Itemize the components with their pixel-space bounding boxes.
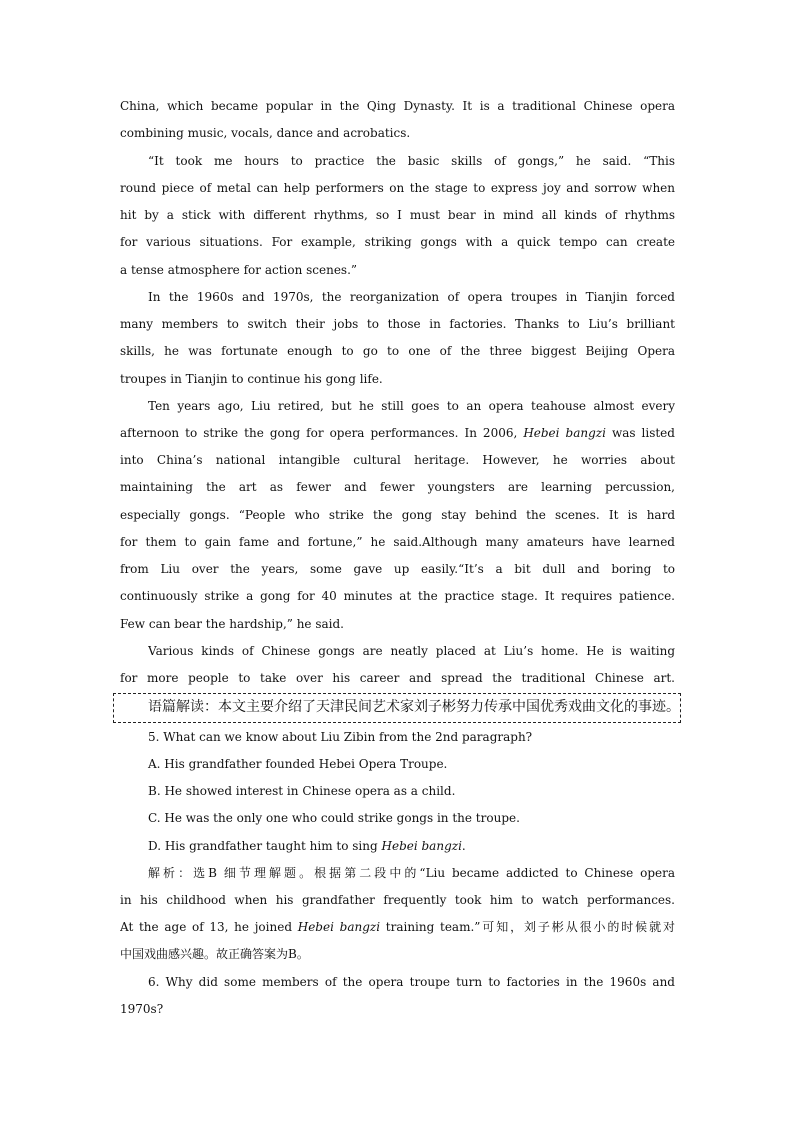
- passage-line: hit by a stick with different rhythms, so I must bear in mind all kinds of rhythms: [120, 208, 675, 222]
- passage-line: combining music, vocals, dance and acrobatics.: [120, 126, 411, 140]
- passage-line: skills, he was fortunate enough to go to one of the three biggest Beijing Opera: [120, 344, 675, 358]
- answer-option-c: C. He was the only one who could strike gongs in the troupe.: [148, 811, 520, 825]
- passage-line: into China’s national intangible cultural heritage. However, he worries about: [120, 453, 675, 467]
- answer-option-b: B. He showed interest in Chinese opera as a child.: [148, 784, 456, 798]
- passage-line: “It took me hours to practice the basic skills of gongs,” he said. “This: [148, 154, 675, 168]
- passage-line: Various kinds of Chinese gongs are neatly placed at Liu’s home. He is waiting: [148, 644, 675, 658]
- question-stem-continued: 1970s?: [120, 1002, 164, 1016]
- analysis-line: 中国戏曲感兴趣。故正确答案为B。: [120, 947, 309, 961]
- passage-line: China, which became popular in the Qing Dynasty. It is a traditional Chinese opera: [120, 99, 675, 113]
- question-stem: 5. What can we know about Liu Zibin from the 2nd paragraph?: [148, 730, 533, 744]
- passage-line: for more people to take over his career and spread the traditional Chinese art.: [120, 671, 675, 685]
- passage-line: for them to gain fame and fortune,” he said.Although many amateurs have learned: [120, 535, 675, 549]
- passage-line: round piece of metal can help performers on the stage to express joy and sorrow when: [120, 181, 675, 195]
- question-stem: 6. Why did some members of the opera troupe turn to factories in the 1960s and: [148, 975, 675, 989]
- passage-line: Ten years ago, Liu retired, but he still goes to an opera teahouse almost every: [148, 399, 675, 413]
- passage-line: In the 1960s and 1970s, the reorganization of opera troupes in Tianjin forced: [148, 290, 675, 304]
- italic-term: Hebei bangzi: [523, 426, 606, 440]
- answer-option-a: A. His grandfather founded Hebei Opera Troupe.: [148, 757, 448, 771]
- passage-line: for various situations. For example, striking gongs with a quick tempo can create: [120, 235, 675, 249]
- passage-line: afternoon to strike the gong for opera performances. In 2006, Hebei bangzi was listed: [120, 426, 675, 440]
- passage-line: maintaining the art as fewer and fewer youngsters are learning percussion,: [120, 480, 675, 494]
- analysis-line: At the age of 13, he joined Hebei bangzi training team.”可知，刘子彬从很小的时候就对: [120, 920, 675, 934]
- passage-line: from Liu over the years, some gave up easily.“It’s a bit dull and boring to: [120, 562, 675, 576]
- passage-line: many members to switch their jobs to those in factories. Thanks to Liu’s brilliant: [120, 317, 675, 331]
- italic-term: Hebei bangzi: [297, 920, 381, 934]
- passage-line: continuously strike a gong for 40 minutes at the practice stage. It requires patience.: [120, 589, 675, 603]
- passage-summary: 语篇解读：本文主要介绍了天津民间艺术家刘子彬努力传承中国优秀戏曲文化的事迹。: [148, 699, 680, 715]
- passage-line: Few can bear the hardship,” he said.: [120, 617, 344, 631]
- analysis-line: in his childhood when his grandfather frequently took him to watch performances.: [120, 893, 675, 907]
- passage-line: a tense atmosphere for action scenes.”: [120, 263, 358, 277]
- analysis-line: 解析：选B 细节理解题。根据第二段中的“Liu became addicted to Chinese opera: [148, 866, 675, 880]
- passage-line: especially gongs. “People who strike the gong stay behind the scenes. It is hard: [120, 508, 675, 522]
- italic-term: Hebei bangzi: [381, 839, 462, 853]
- answer-option-d: D. His grandfather taught him to sing Hebei bangzi.: [148, 839, 466, 853]
- passage-line: troupes in Tianjin to continue his gong life.: [120, 372, 383, 386]
